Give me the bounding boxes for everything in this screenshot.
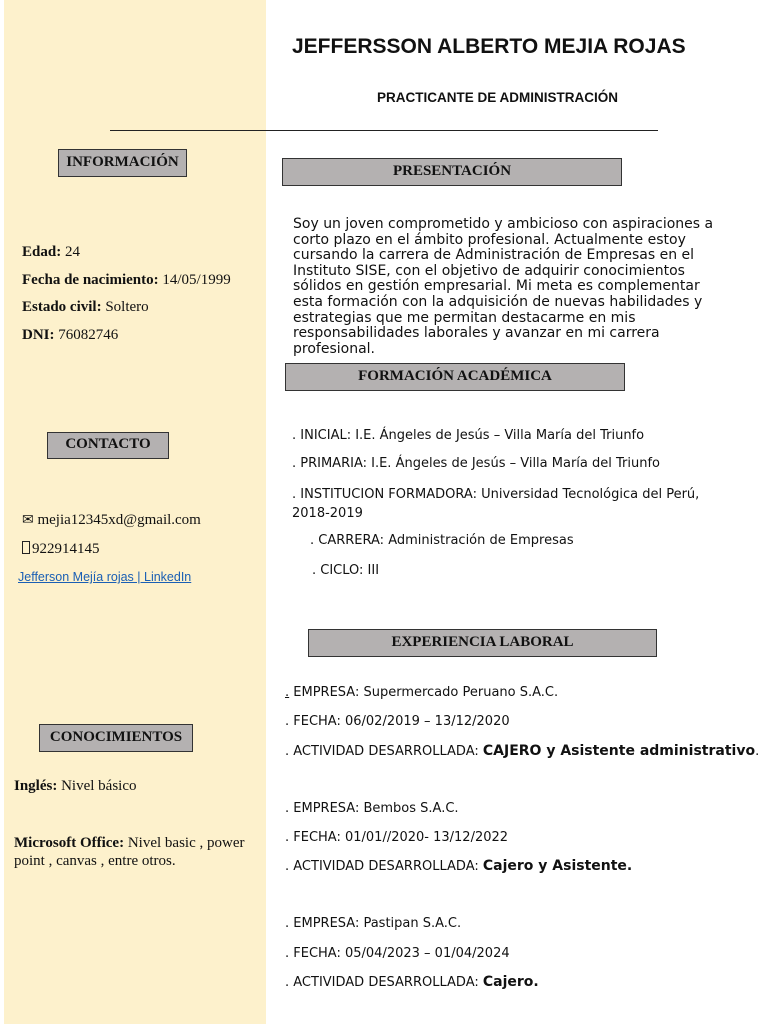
skills-heading: CONOCIMIENTOS	[39, 724, 193, 752]
job-3-actividad-value: Cajero.	[482, 974, 539, 990]
contact-heading: CONTACTO	[47, 432, 169, 459]
phone-text: 922914145	[32, 541, 100, 557]
job-2-fecha: . FECHA: 01/01//2020- 13/12/2022	[285, 830, 509, 845]
dob-value: 14/05/1999	[158, 272, 231, 288]
header-divider	[110, 130, 658, 131]
age-label: Edad:	[22, 244, 62, 260]
office-value: Nivel basic , power point , canvas , entre otros.	[14, 835, 245, 869]
email-text: mejia12345xd@gmail.com	[33, 512, 201, 528]
job-title: PRACTICANTE DE ADMINISTRACIÓN	[377, 90, 618, 105]
education-inicial: . INICIAL: I.E. Ángeles de Jesús – Villa María del Triunfo	[292, 428, 645, 443]
job-3-actividad	[285, 974, 539, 990]
job-1-actividad	[285, 743, 759, 759]
english-value: Nivel básico	[57, 778, 137, 794]
job-2-empresa: . EMPRESA: Bembos S.A.C.	[285, 801, 459, 816]
dob-line	[22, 272, 231, 289]
job-2-actividad	[285, 858, 632, 874]
job-3-fecha: . FECHA: 05/04/2023 – 01/04/2024	[285, 946, 510, 961]
presentation-text: Soy un joven comprometido y ambicioso con aspiraciones a corto plazo en el ámbito profesional. Actualmente estoy cursando la carrera de Administración de Empresas en el Instituto SISE, con el objetivo de adquirir conocimientos sólidos en gestión empresarial. Mi meta es complementar esta formación con la adquisición de nuevas habilidades y estrategias que me permitan destacarme en mis responsabilidades laborales y avanzar en mi carrera profesional.	[293, 216, 714, 357]
education-heading: FORMACIÓN ACADÉMICA	[285, 363, 625, 391]
civil-line	[22, 299, 149, 316]
phone-line	[22, 541, 100, 558]
job-3-empresa: . EMPRESA: Pastipan S.A.C.	[285, 916, 462, 931]
office-line	[14, 834, 259, 870]
presentation-heading: PRESENTACIÓN	[282, 158, 622, 186]
linkedin-link[interactable]: Jefferson Mejía rojas | LinkedIn	[18, 570, 192, 584]
dni-line	[22, 327, 118, 344]
job-1-actividad-label: . ACTIVIDAD DESARROLLADA:	[285, 744, 483, 759]
email-line	[22, 512, 201, 529]
dni-value: 76082746	[54, 327, 119, 343]
experience-heading: EXPERIENCIA LABORAL	[308, 629, 657, 657]
dob-label: Fecha de nacimiento:	[22, 272, 159, 288]
job-1-fecha: . FECHA: 06/02/2019 – 13/12/2020	[285, 714, 510, 729]
age-line	[22, 244, 80, 261]
job-1-actividad-value: CAJERO y Asistente administrativo	[482, 743, 756, 759]
job-1-empresa	[285, 685, 558, 700]
job-2-actividad-value: Cajero y Asistente.	[482, 858, 633, 874]
dni-label: DNI:	[22, 327, 55, 343]
job-2-actividad-label: . ACTIVIDAD DESARROLLADA:	[285, 859, 483, 874]
info-heading: INFORMACIÓN	[58, 149, 187, 177]
english-line	[14, 778, 137, 795]
page-title: JEFFERSSON ALBERTO MEJIA ROJAS	[292, 35, 686, 58]
office-label: Microsoft Office:	[14, 835, 125, 851]
education-institucion: . INSTITUCION FORMADORA: Universidad Tecnológica del Perú, 2018-2019	[292, 487, 700, 521]
education-ciclo: . CICLO: III	[312, 563, 380, 578]
envelope-icon: ✉	[22, 513, 34, 528]
job-3-actividad-label: . ACTIVIDAD DESARROLLADA:	[285, 975, 483, 990]
phone-icon	[22, 541, 30, 554]
job-1-empresa-text: EMPRESA: Supermercado Peruano S.A.C.	[289, 685, 559, 700]
civil-label: Estado civil:	[22, 299, 102, 315]
job-1-dot: .	[285, 685, 290, 700]
age-value: 24	[61, 244, 80, 260]
civil-value: Soltero	[101, 299, 149, 315]
education-carrera: . CARRERA: Administración de Empresas	[310, 533, 574, 548]
english-label: Inglés:	[14, 778, 58, 794]
education-primaria: . PRIMARIA: I.E. Ángeles de Jesús – Villa María del Triunfo	[292, 456, 660, 471]
job-1-actividad-end: .	[755, 744, 760, 759]
